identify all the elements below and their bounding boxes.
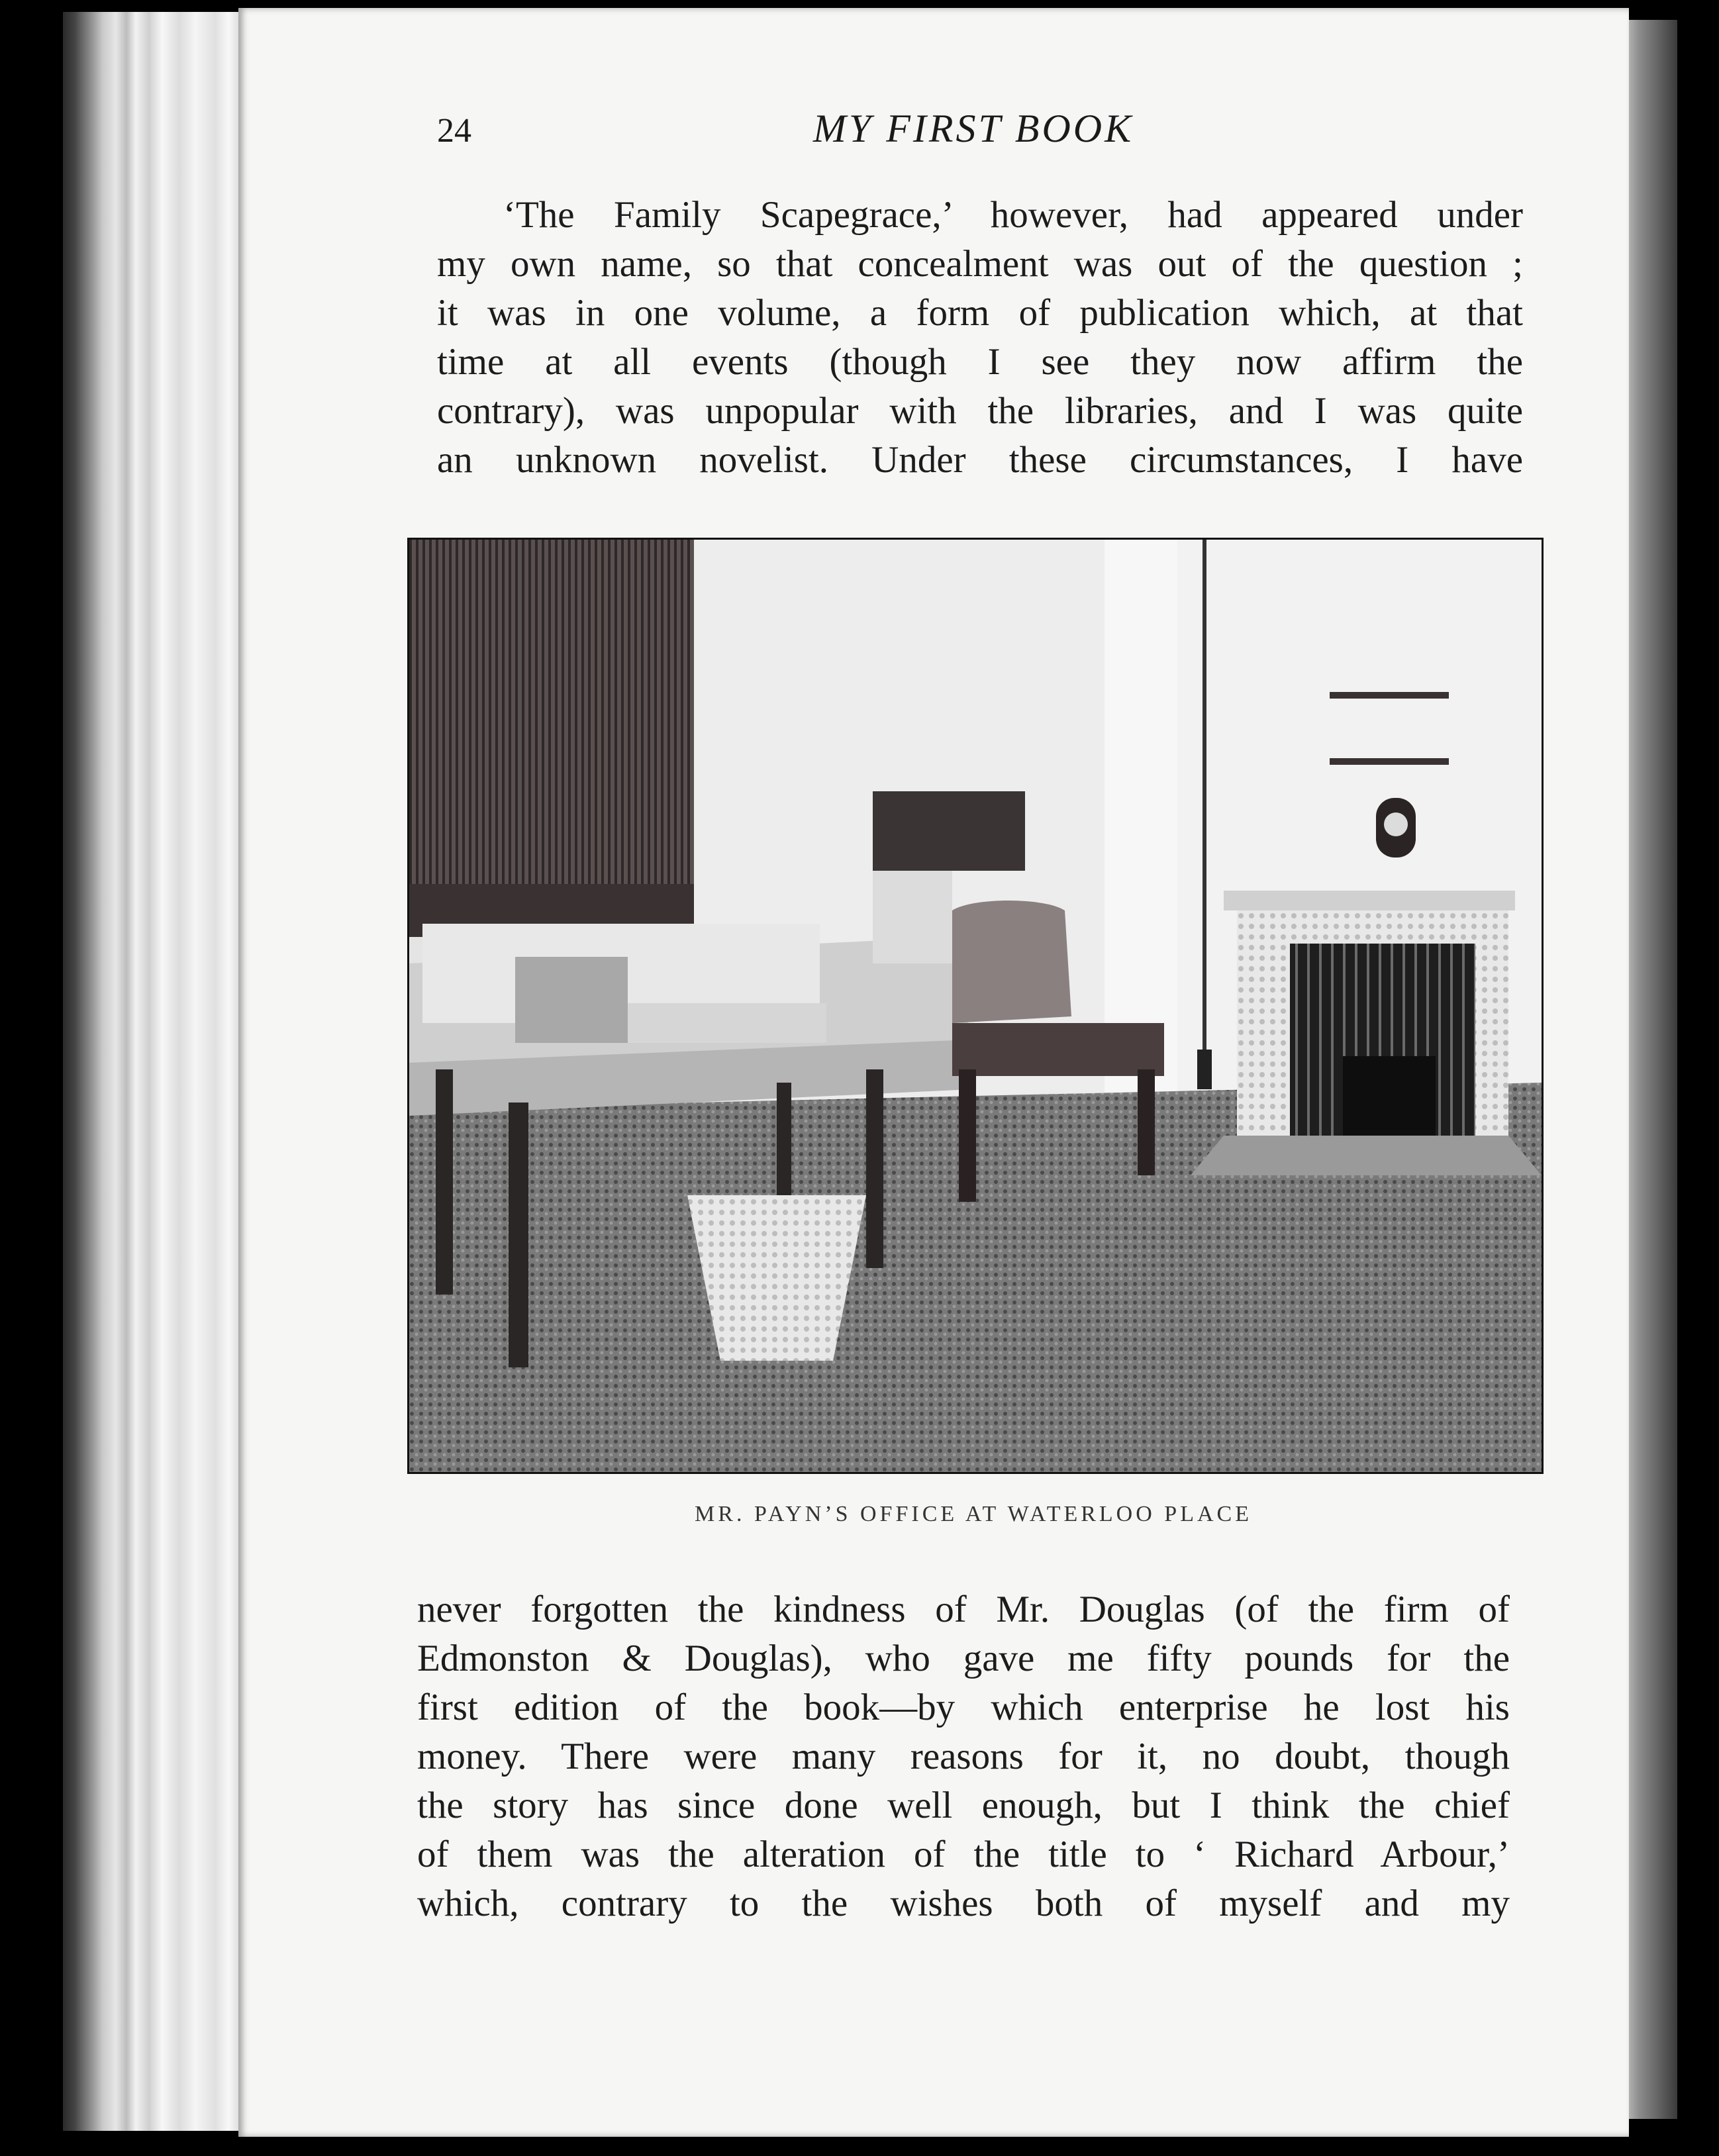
text-line: ‘The Family Scapegrace,’ however, had appeared under [503,194,1523,236]
text-line: first edition of the book—by which enterprise he lost his [417,1687,1510,1728]
paragraph-bottom [417,1585,1510,1928]
text-line: an unknown novelist. Under these circumstances, I have [437,439,1523,481]
text-line: my own name, so that concealment was out of the question ; [437,243,1523,285]
text-line: of them was the alteration of the title to ‘ Richard Arbour,’ [417,1834,1510,1875]
text-line: never forgotten the kindness of Mr. Douglas (of the firm of [417,1589,1510,1630]
paragraph-top [437,191,1523,485]
figure-caption: MR. PAYN’S OFFICE AT WATERLOO PLACE [695,1502,1252,1526]
book-page-edges [63,12,242,2131]
running-title: MY FIRST BOOK [812,107,1134,150]
text-line: which, contrary to the wishes both of myself and my [417,1883,1510,1924]
text-line: it was in one volume, a form of publication which, at that [437,292,1523,334]
text-line: time at all events (though I see they now affirm the [437,341,1523,383]
page-number: 24 [437,112,471,150]
office-photograph [407,538,1544,1474]
text-line: money. There were many reasons for it, no doubt, though [417,1736,1510,1777]
office-illustration [409,540,1542,1472]
text-line: the story has since done well enough, but I think the chief [417,1785,1510,1826]
text-line: Edmonston & Douglas), who gave me fifty pounds for the [417,1638,1510,1679]
text-line: contrary), was unpopular with the libraries, and I was quite [437,390,1523,432]
book-right-edge [1626,20,1677,2119]
